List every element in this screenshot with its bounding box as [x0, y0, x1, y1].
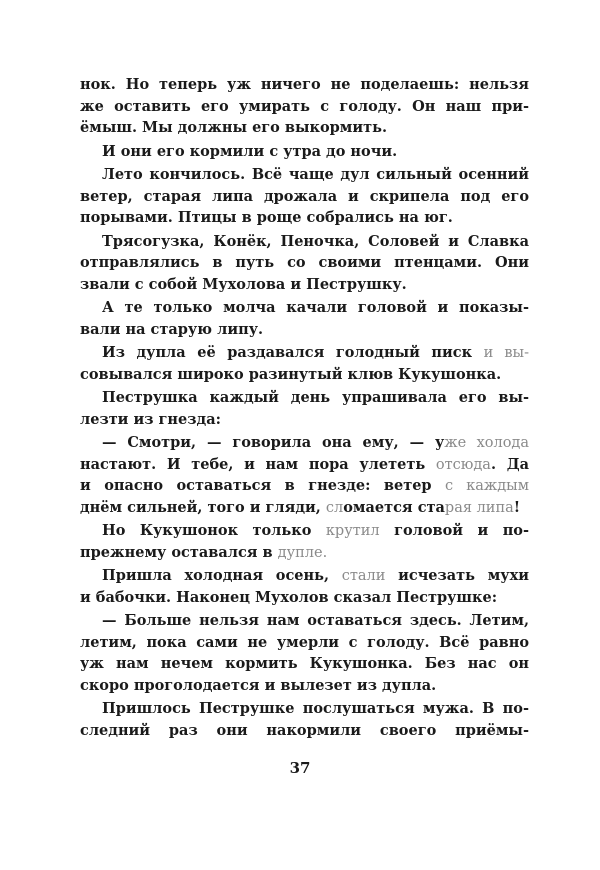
text-segment: крутил — [325, 523, 380, 539]
text-segment: летим, пока сами не умерли с голоду. Всё равно — [80, 633, 529, 651]
text-segment: отсюда — [435, 456, 491, 473]
text-segment: Пришла холодная осень, — [102, 567, 342, 584]
paragraph — [80, 432, 529, 518]
paragraph — [80, 141, 529, 163]
text-segment: рая липа — [444, 499, 514, 516]
text-segment: — Больше нельзя нам оставаться здесь. Летим, — [102, 612, 529, 629]
text-segment: вали на старую липу. — [80, 320, 264, 338]
text-line — [80, 274, 529, 296]
text-line — [80, 96, 529, 118]
page-body-text — [80, 74, 529, 743]
text-segment: прежнему оставался в — [80, 543, 278, 561]
text-line — [80, 297, 529, 319]
text-line — [80, 497, 529, 519]
paragraph — [80, 698, 529, 741]
text-line — [80, 432, 529, 454]
text-line — [80, 164, 529, 186]
text-segment: Из дупла её раздавался голодный писк — [102, 344, 484, 361]
text-line — [80, 632, 529, 654]
text-line — [80, 610, 529, 632]
text-line — [80, 252, 529, 274]
text-line — [80, 565, 529, 587]
text-segment: А те только молча качали головой и показы- — [102, 299, 529, 316]
text-segment: настают. И тебе, и нам пора улететь — [80, 455, 436, 473]
text-segment: нок. Но теперь уж ничего не поделаешь: нельзя — [80, 76, 529, 93]
text-segment: головой и по- — [379, 522, 529, 539]
text-segment: омается ста — [343, 498, 445, 516]
paragraph — [80, 297, 529, 340]
text-segment: ёмыш. Мы должны его выкормить. — [80, 119, 388, 136]
paragraph — [80, 565, 529, 608]
text-segment: порывами. Птицы в роще собрались на юг. — [80, 209, 453, 226]
text-segment: звали с собой Мухолова и Пеструшку. — [80, 275, 407, 293]
text-line — [80, 409, 529, 431]
text-segment: же оставить его умирать с голоду. Он наш при- — [80, 97, 529, 115]
text-segment: уж нам нечем кормить Кукушонка. Без нас он — [80, 655, 529, 672]
paragraph — [80, 610, 529, 696]
paragraph — [80, 520, 529, 563]
text-line — [80, 454, 529, 476]
text-line — [80, 117, 529, 139]
paragraph — [80, 74, 529, 139]
text-segment: дупле. — [277, 544, 328, 561]
paragraph — [80, 164, 529, 229]
text-line — [80, 587, 529, 609]
text-line — [80, 186, 529, 208]
text-segment: Пришлось Пеструшке послушаться мужа. В по- — [102, 700, 529, 717]
text-segment: скоро проголодается и вылезет из дупла. — [80, 676, 437, 694]
text-segment: ветер, старая липа дрожала и скрипела под его — [80, 187, 529, 205]
text-segment: Но Кукушонок только — [102, 522, 326, 539]
text-segment: сл — [325, 499, 344, 516]
text-segment: совывался широко разинутый клюв Кукушонка. — [80, 365, 502, 383]
text-segment: И они его кормили с утра до ночи. — [102, 142, 398, 160]
text-line — [80, 475, 529, 497]
text-segment: лезти из гнезда: — [80, 410, 221, 428]
text-segment: исчезать мухи — [385, 567, 529, 584]
text-segment: днём сильней, того и гляди, — [80, 498, 326, 516]
text-segment: — Смотри, — говорила она ему, — у — [102, 434, 445, 451]
text-line — [80, 542, 529, 564]
text-segment: и бабочки. Наконец Мухолов сказал Пеструшке: — [80, 588, 498, 606]
text-segment: следний раз они накормили своего приёмы- — [80, 721, 529, 739]
text-line — [80, 720, 529, 742]
text-line — [80, 231, 529, 253]
text-line — [80, 364, 529, 386]
text-line — [80, 207, 529, 229]
text-segment: с каждым — [445, 478, 529, 494]
text-segment: отправлялись в путь со своими птенцами. Они — [80, 254, 529, 271]
text-line — [80, 698, 529, 720]
text-line — [80, 520, 529, 542]
text-line — [80, 675, 529, 697]
text-segment: и опасно оставаться в гнезде: ветер — [80, 477, 446, 494]
text-line — [80, 342, 529, 364]
text-segment: и вы- — [483, 345, 529, 361]
text-segment: ! — [513, 498, 521, 516]
text-segment: . Да — [490, 455, 529, 473]
paragraph — [80, 342, 529, 385]
page-number: 37 — [289, 759, 311, 777]
text-segment: стали — [341, 568, 386, 584]
text-line — [80, 74, 529, 96]
text-line — [80, 387, 529, 409]
paragraph — [80, 231, 529, 296]
text-segment: Трясогузка, Конёк, Пеночка, Соловей и Славка — [102, 232, 529, 250]
text-segment: Пеструшка каждый день упрашивала его вы- — [102, 389, 529, 406]
text-segment: Лето кончилось. Всё чаще дул сильный осенний — [102, 166, 529, 183]
text-line — [80, 653, 529, 675]
text-line — [80, 141, 529, 163]
text-segment: же холода — [444, 435, 530, 451]
paragraph — [80, 387, 529, 430]
text-line — [80, 319, 529, 341]
